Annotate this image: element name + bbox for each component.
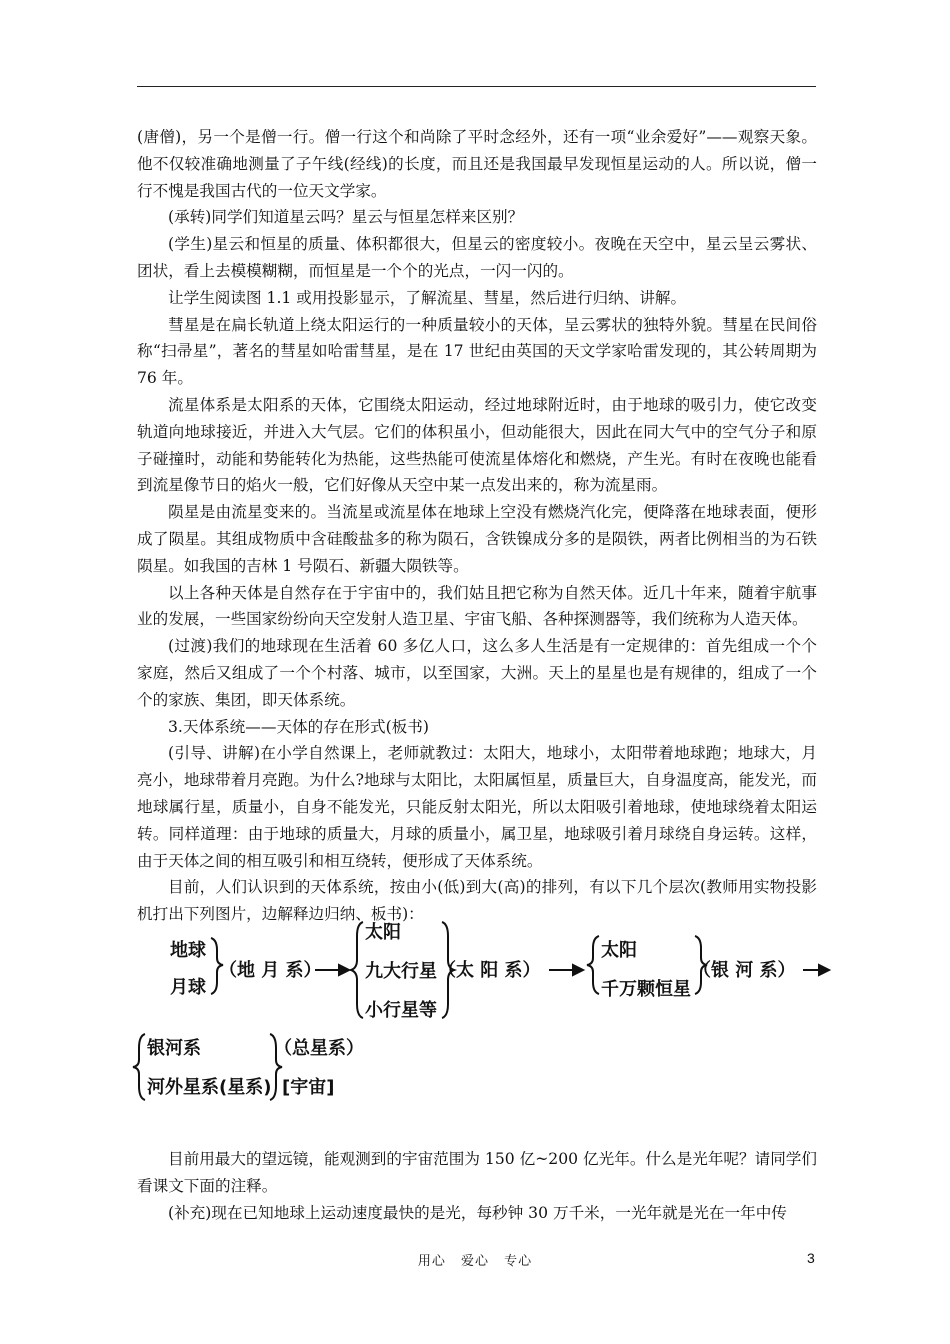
- paragraph: (承转)同学们知道星云吗？星云与恒星怎样来区别？: [168, 208, 524, 227]
- body-text: [137, 124, 817, 928]
- paragraph: (补充)现在已知地球上运动速度最快的是光，每秒钟 30 万千米，一光年就是光在一年中传: [168, 1203, 787, 1222]
- header-rule: [137, 86, 816, 87]
- paragraph: 陨星是由流星变来的。当流星或流星体在地球上空没有燃烧汽化完，便降落在地球表面，便形成了陨星。其组成物质中含硅酸盐多的称为陨石，含铁镍成分多的是陨铁，两者比例相当的为石铁陨星。如我国的吉林 1 号陨石、新疆大陨铁等。: [137, 503, 817, 575]
- paragraph: 目前用最大的望远镜，能观测到的宇宙范围为 150 亿~200 亿光年。什么是光年呢？请同学们看课文下面的注释。: [137, 1150, 817, 1195]
- section-heading: 3.天体系统——天体的存在形式(板书): [168, 717, 429, 736]
- label-stars: 千万颗恒星: [601, 979, 691, 1000]
- paragraph: 流星体系是太阳系的天体，它围绕太阳运动，经过地球附近时，由于地球的吸引力，使它改变轨道向地球接近，并进入大气层。它们的体积虽小，但动能很大，因此在同大气中的空气分子和原子碰撞时，动能和势能转化为热能，这些热能可使流星体熔化和燃烧，产生光。有时在夜晚也能看到流星像节日的焰火一般，它们好像从天空中某一点发出来的，称为流星雨。: [137, 395, 817, 495]
- page-number: 3: [807, 1250, 815, 1266]
- label-galaxy: （银 河 系）: [693, 960, 796, 981]
- arrow-1-head: [339, 965, 349, 975]
- paragraph: (过渡)我们的地球现在生活着 60 多亿人口，这么多人生活是有一定规律的：首先组成一个个家庭，然后又组成了一个个村落、城市，以至国家，大洲。天上的星星也是有规律的，组成了一个个的家族、集团，即天体系统。: [137, 637, 817, 709]
- label-moon: 月球: [170, 977, 206, 998]
- celestial-system-diagram: [137, 910, 837, 1110]
- label-asteroids: 小行星等: [365, 1000, 437, 1021]
- label-universe: [宇宙]: [282, 1077, 335, 1098]
- footer-motto: 用心 爱心 专心: [417, 1254, 533, 1269]
- paragraph: 彗星是在扁长轨道上绕太阳运行的一种质量较小的天体，呈云雾状的独特外貌。彗星在民间俗称“扫帚星”，著名的彗星如哈雷彗星，是在 17 世纪由英国的天文学家哈雷发现的，其公转周期为 76 年。: [137, 315, 817, 388]
- paragraph: 让学生阅读图 1.1 或用投影显示，了解流星、彗星，然后进行归纳、讲解。: [168, 288, 687, 307]
- paragraph: (学生)星云和恒星的质量、体积都很大，但星云的密度较小。夜晚在天空中，星云呈云雾状、团状，看上去模模糊糊，而恒星是一个个的光点，一闪一闪的。: [137, 235, 817, 280]
- arrow-2-head: [573, 965, 583, 975]
- label-total-galaxy: （总星系）: [274, 1038, 364, 1059]
- paragraph: (引导、讲解)在小学自然课上，老师就教过：太阳大，地球小，太阳带着地球跑；地球大，月亮小，地球带着月亮跑。为什么?地球与太阳比，太阳属恒星，质量巨大，自身温度高，能发光，而地球属行星，质量小，自身不能发光，只能反射太阳光，所以太阳吸引着地球，使地球绕着太阳运转。同样道理：由于地球的质量大，月球的质量小，属卫星，地球吸引着月球绕自身运转。这样，由于天体之间的相互吸引和相互绕转，便形成了天体系统。: [137, 744, 817, 870]
- paragraph: (唐僧)，另一个是僧一行。僧一行这个和尚除了平时念经外，还有一项“业余爱好”——观察天象。他不仅较准确地测量了子午线(经线)的长度，而且还是我国最早发现恒星运动的人。所以说，僧一行不愧是我国古代的一位天文学家。: [137, 128, 817, 200]
- arrow-3-head: [819, 965, 829, 975]
- label-sun-2: 太阳: [601, 940, 637, 961]
- label-external-galaxies: 河外星系(星系): [147, 1077, 272, 1098]
- label-earth-moon-system: （地 月 系）: [219, 960, 322, 981]
- brace-solar-open: [351, 922, 363, 1018]
- label-solar-system: （太 阳 系）: [438, 960, 541, 981]
- brace-galaxy-open: [587, 936, 599, 994]
- paragraph: 目前，人们认识到的天体系统，按由小(低)到大(高)的排列，有以下几个层次(教师用实物投影机打出下列图片，边解释边归纳、板书)：: [137, 878, 817, 924]
- label-earth: 地球: [170, 940, 206, 961]
- paragraph: 以上各种天体是自然存在于宇宙中的，我们姑且把它称为自然天体。近几十年来，随着宇航事业的发展，一些国家纷纷向天空发射人造卫星、宇宙飞船、各种探测器等，我们统称为人造天体。: [137, 583, 817, 629]
- label-sun: 太阳: [365, 922, 401, 943]
- closing-text: [137, 1146, 817, 1226]
- label-milky-way: 银河系: [147, 1038, 201, 1059]
- brace-universe-open: [133, 1034, 145, 1100]
- label-nine-planets: 九大行星: [365, 961, 437, 982]
